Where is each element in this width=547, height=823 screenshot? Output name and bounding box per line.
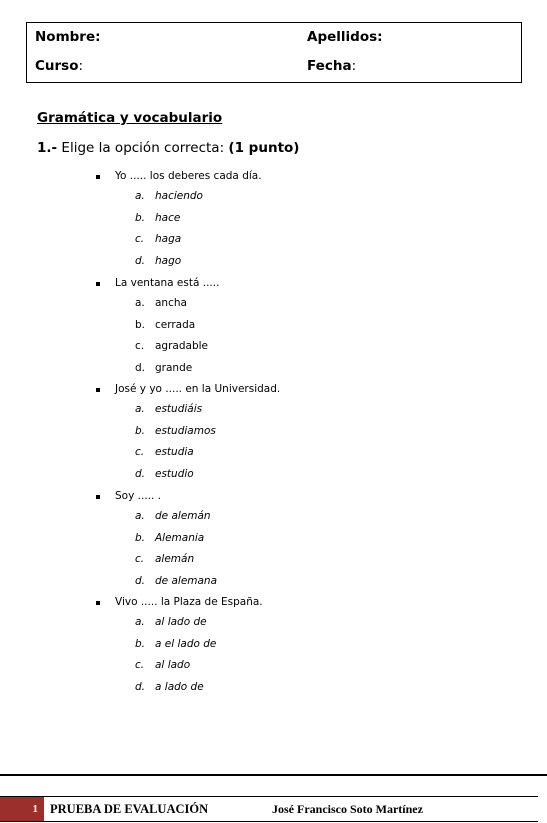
option-letter: d. [135, 467, 146, 480]
answer-option [135, 319, 195, 331]
option-text: al lado [155, 659, 191, 671]
answer-option [135, 659, 190, 671]
option-letter: d. [135, 574, 146, 587]
item-stem: José y yo ..... en la Universidad. [115, 383, 281, 395]
option-letter: b. [135, 318, 146, 331]
option-letter: c. [135, 446, 145, 458]
footer-divider [0, 774, 547, 776]
item-stem: Yo ..... los deberes cada día. [115, 170, 262, 182]
footer [0, 796, 547, 822]
option-text: Alemania [155, 531, 205, 544]
bullet-icon [96, 175, 100, 179]
answer-option [135, 340, 208, 352]
option-letter: d. [135, 361, 146, 374]
option-text: estudia [155, 446, 194, 458]
option-text: grande [155, 361, 193, 374]
option-letter: d. [135, 680, 146, 693]
option-text: de alemana [155, 574, 218, 587]
footer-title: PRUEBA DE EVALUACIÓN [50, 802, 209, 816]
option-text: estudiáis [155, 403, 203, 415]
footer-author: José Francisco Soto Martínez [272, 802, 423, 816]
option-text: haciendo [155, 190, 203, 202]
question-text: Elige la opción correcta: [57, 140, 229, 156]
option-text: a el lado de [155, 637, 217, 650]
option-letter: a. [135, 510, 145, 522]
option-text: haga [155, 233, 182, 245]
answer-option [135, 532, 204, 544]
page-number: 1 [0, 797, 44, 821]
question-points: (1 punto) [228, 140, 300, 156]
answer-option [135, 638, 216, 650]
option-letter: c. [135, 659, 145, 671]
answer-option [135, 553, 194, 565]
option-letter: a. [135, 190, 145, 202]
answer-option [135, 233, 181, 245]
option-text: estudio [155, 467, 194, 480]
footer-line-bottom [0, 821, 538, 822]
question-number: 1.- [37, 140, 58, 156]
option-letter: a. [135, 616, 145, 628]
answer-option [135, 255, 181, 267]
option-letter: b. [135, 531, 146, 544]
option-letter: c. [135, 553, 145, 565]
option-letter: c. [135, 340, 145, 352]
option-letter: b. [135, 211, 146, 224]
option-text: agradable [155, 340, 208, 352]
option-text: estudiamos [155, 424, 216, 437]
option-letter: b. [135, 637, 146, 650]
answer-option [135, 575, 217, 587]
apellidos-label: Apellidos: [307, 29, 383, 45]
student-info-box [26, 22, 522, 83]
bullet-icon [96, 282, 100, 286]
option-text: de alemán [155, 510, 211, 522]
nombre-label: Nombre: [35, 29, 101, 45]
answer-option [135, 425, 216, 437]
item-stem: La ventana está ..... [115, 277, 220, 289]
question-heading [37, 140, 299, 156]
answer-option [135, 212, 180, 224]
answer-option [135, 446, 194, 458]
option-letter: d. [135, 254, 146, 267]
option-text: hago [155, 254, 182, 267]
answer-option [135, 297, 187, 309]
option-text: a lado de [155, 680, 204, 693]
answer-option [135, 362, 192, 374]
bullet-icon [96, 601, 100, 605]
answer-option [135, 616, 207, 628]
answer-option [135, 190, 203, 202]
item-stem: Vivo ..... la Plaza de España. [115, 596, 263, 608]
option-letter: a. [135, 403, 145, 415]
option-text: al lado de [155, 616, 207, 628]
fecha-label: Fecha: [307, 58, 357, 74]
option-text: ancha [155, 297, 187, 309]
bullet-icon [96, 495, 100, 499]
bullet-icon [96, 388, 100, 392]
answer-option [135, 468, 194, 480]
option-text: alemán [155, 553, 195, 565]
option-letter: a. [135, 297, 145, 309]
item-stem: Soy ..... . [115, 490, 162, 502]
answer-option [135, 510, 211, 522]
answer-option [135, 403, 202, 415]
section-title: Gramática y vocabulario [37, 110, 223, 126]
option-text: hace [155, 211, 181, 224]
option-text: cerrada [155, 318, 196, 331]
option-letter: b. [135, 424, 146, 437]
answer-option [135, 681, 204, 693]
option-letter: c. [135, 233, 145, 245]
curso-label: Curso: [35, 58, 84, 74]
